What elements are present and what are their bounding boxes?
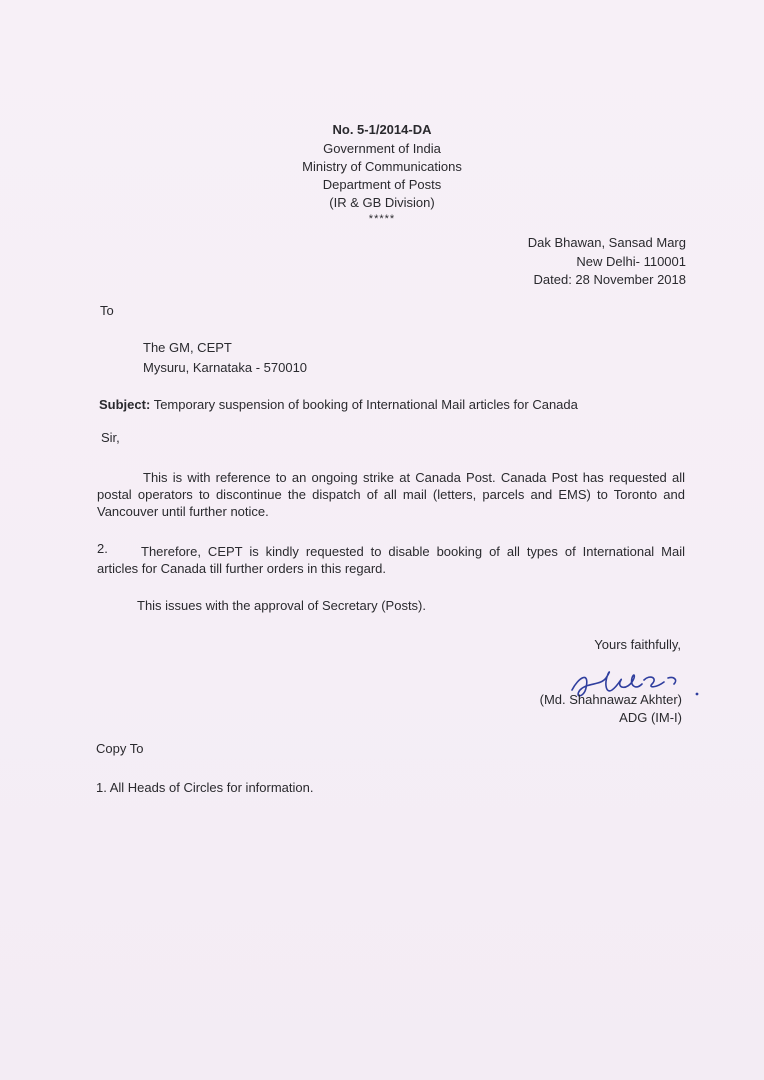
paragraph-2: Therefore, CEPT is kindly requested to disable booking of all types of International Mail articles for Canada till further orders in this regard.: [97, 544, 685, 576]
department-line: Department of Posts: [322, 177, 442, 192]
subject-text: Temporary suspension of booking of International Mail articles for Canada: [153, 397, 578, 412]
address-line-2: New Delhi- 110001: [576, 254, 686, 269]
date-line: Dated: 28 November 2018: [533, 272, 686, 287]
approval-line: This issues with the approval of Secretary (Posts).: [137, 598, 427, 613]
subject-line: [99, 396, 578, 414]
paragraph-2-number: 2.: [97, 541, 108, 556]
copy-item-1: 1. All Heads of Circles for information.: [96, 780, 314, 795]
stars-separator: *****: [368, 213, 396, 225]
subject-label: Subject:: [99, 397, 151, 412]
ministry-line: Ministry of Communications: [302, 159, 462, 174]
recipient-line-2: Mysuru, Karnataka - 570010: [143, 360, 308, 375]
signatory-designation: ADG (IM-I): [619, 710, 682, 725]
division-line: (IR & GB Division): [329, 195, 435, 210]
government-line: Government of India: [323, 141, 441, 156]
to-label: To: [100, 303, 114, 318]
recipient-line-1: The GM, CEPT: [143, 340, 232, 355]
address-line-1: Dak Bhawan, Sansad Marg: [527, 235, 686, 250]
signatory-name: (Md. Shahnawaz Akhter): [539, 692, 682, 707]
salutation: Sir,: [101, 430, 120, 445]
paragraph-1: This is with reference to an ongoing strike at Canada Post. Canada Post has requested all postal operators to discontinue the dispatch of all mail (letters, parcels and EMS) to Toronto and Vancouver until further notice.: [97, 470, 685, 519]
closing-line: Yours faithfully,: [594, 637, 681, 652]
copy-to-label: Copy To: [96, 741, 144, 756]
reference-number: No. 5-1/2014-DA: [332, 122, 432, 137]
